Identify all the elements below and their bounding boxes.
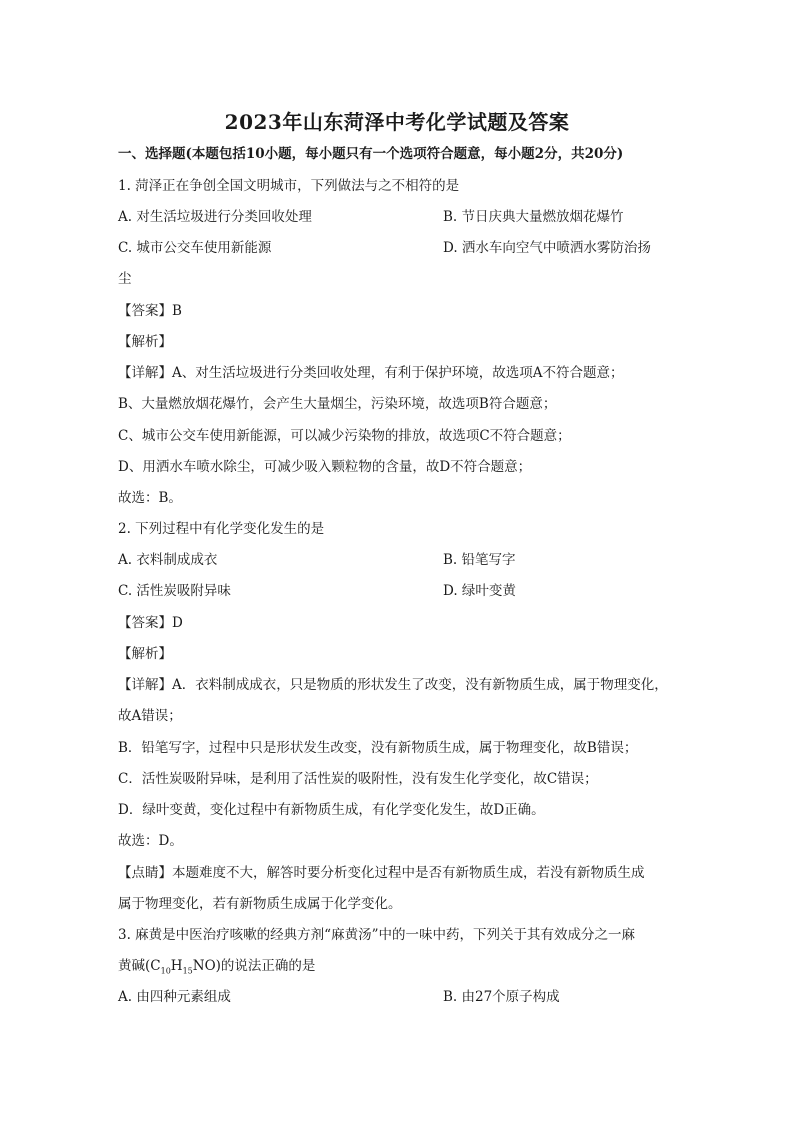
q3-stem-2-post: NO)的说法正确的是 (192, 958, 316, 974)
q2-choose: 故选：D。 (118, 833, 183, 849)
q2-detail-2: B．铅笔写字，过程中只是形状发生改变，没有新物质生成，属于物理变化，故B错误； (118, 740, 638, 756)
q1-option-d: D. 洒水车向空气中喷洒水雾防治扬 (443, 240, 651, 256)
q1-option-b: B. 节日庆典大量燃放烟花爆竹 (443, 209, 624, 225)
q1-option-d-continued: 尘 (118, 271, 132, 287)
q2-stem: 2. 下列过程中有化学变化发生的是 (118, 521, 325, 537)
q2-comment-1: 【点睛】本题难度不大，解答时要分析变化过程中是否有新物质生成，若没有新物质生成 (118, 865, 645, 881)
formula-subscript-c: 10 (160, 966, 171, 976)
q3-option-a: A. 由四种元素组成 (118, 989, 231, 1005)
q3-stem-1: 3. 麻黄是中医治疗咳嗽的经典方剂“麻黄汤”中的一味中药，下列关于其有效成分之一麻 (118, 927, 635, 943)
q2-detail-1: 【详解】A．衣料制成成衣，只是物质的形状发生了改变，没有新物质生成，属于物理变化， (118, 677, 668, 693)
q2-answer: 【答案】D (118, 615, 183, 631)
q2-option-d: D. 绿叶变黄 (443, 583, 516, 599)
q2-detail-1-continued: 故A错误； (118, 708, 182, 724)
q3-stem-2-pre: 黄碱(C (118, 958, 161, 974)
q3-option-b: B. 由27个原子构成 (443, 989, 560, 1005)
q2-analysis: 【解析】 (118, 646, 172, 662)
q1-analysis: 【解析】 (118, 334, 172, 350)
section-header: 一、选择题(本题包括10小题，每小题只有一个选项符合题意，每小题2分，共20分) (118, 146, 624, 162)
q1-option-a: A. 对生活垃圾进行分类回收处理 (118, 209, 312, 225)
q1-detail-2: B、大量燃放烟花爆竹，会产生大量烟尘，污染环境，故选项B符合题意； (118, 396, 557, 412)
q1-detail-3: C、城市公交车使用新能源，可以减少污染物的排放，故选项C不符合题意； (118, 428, 571, 444)
q1-choose: 故选：B。 (118, 490, 182, 506)
q2-option-c: C. 活性炭吸附异味 (118, 583, 231, 599)
q2-option-a: A. 衣料制成成衣 (118, 552, 218, 568)
q2-detail-3: C．活性炭吸附异味，是利用了活性炭的吸附性，没有发生化学变化，故C错误； (118, 771, 598, 787)
q3-stem-2 (118, 957, 315, 981)
q2-option-b: B. 铅笔写字 (443, 552, 516, 568)
q1-detail-4: D、用洒水车喷水除尘，可减少吸入颗粒物的含量，故D不符合题意； (118, 459, 532, 475)
formula-h: H (170, 958, 183, 974)
q1-stem: 1. 菏泽正在争创全国文明城市，下列做法与之不相符的是 (118, 178, 460, 194)
q1-answer: 【答案】B (118, 303, 182, 319)
q1-option-c: C. 城市公交车使用新能源 (118, 240, 272, 256)
q2-detail-4: D．绿叶变黄，变化过程中有新物质生成，有化学变化发生，故D正确。 (118, 802, 545, 818)
formula-subscript-h: 15 (182, 966, 193, 976)
q2-comment-2: 属于物理变化，若有新物质生成属于化学变化。 (118, 896, 402, 912)
page-title: 2023年山东菏泽中考化学试题及答案 (224, 110, 570, 134)
q1-detail-1: 【详解】A、对生活垃圾进行分类回收处理，有利于保护环境，故选项A不符合题意； (118, 365, 624, 381)
